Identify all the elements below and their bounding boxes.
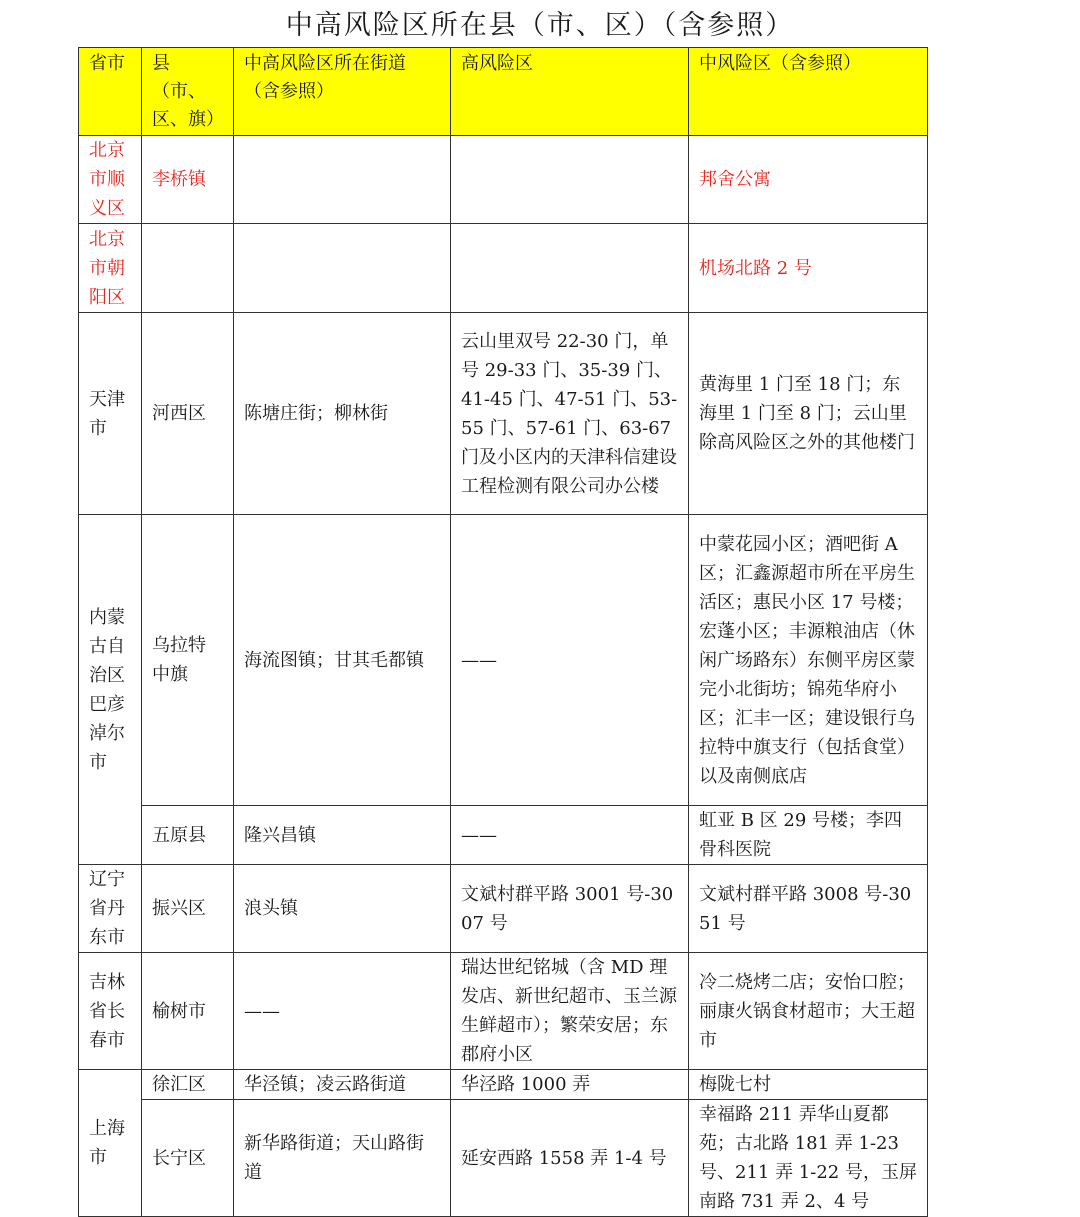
table-row [79,224,928,313]
medium-risk-cell: 中蒙花园小区；酒吧街 A 区；汇鑫源超市所在平房生活区；惠民小区 17 号楼；宏蓬小区；丰源粮油店（休闲广场路东）东侧平房区蒙完小北街坊；锦苑华府小区；汇丰一区；建设银行乌拉特中旗支行（包括食堂）以及南侧底店 [689,515,928,806]
table-row [79,806,928,865]
high-risk-cell: —— [451,806,689,865]
county-cell: 振兴区 [142,865,234,953]
county-cell: 李桥镇 [142,136,234,224]
header-high-risk: 高风险区 [451,48,689,136]
county-cell: 徐汇区 [142,1070,234,1100]
county-cell: 五原县 [142,806,234,865]
medium-risk-cell: 冷二烧烤二店；安怡口腔；丽康火锅食材超市；大王超市 [689,953,928,1070]
streets-cell: —— [234,953,451,1070]
table-row [79,515,928,806]
header-province: 省市 [79,48,142,136]
province-cell: 天津市 [79,313,142,515]
table-row [79,1100,928,1217]
header-county: 县（市、区、旗） [142,48,234,136]
table-row [79,313,928,515]
medium-risk-cell: 文斌村群平路 3008 号-3051 号 [689,865,928,953]
medium-risk-cell: 黄海里 1 门至 18 门；东海里 1 门至 8 门；云山里除高风险区之外的其他楼门 [689,313,928,515]
county-cell [142,224,234,313]
medium-risk-cell: 邦舍公寓 [689,136,928,224]
high-risk-cell: 华泾路 1000 弄 [451,1070,689,1100]
page-title: 中高风险区所在县（市、区）（含参照） [285,10,795,41]
province-cell: 吉林省长春市 [79,953,142,1070]
province-cell: 北京市朝阳区 [79,224,142,313]
county-cell: 乌拉特中旗 [142,515,234,806]
high-risk-cell: 云山里双号 22-30 门，单号 29-33 门、35-39 门、41-45 门、47-51 门、53-55 门、57-61 门、63-67 门及小区内的天津科信建设工程检测有限公司办公楼 [451,313,689,515]
medium-risk-cell: 幸福路 211 弄华山夏都苑；古北路 181 弄 1-23 号、211 弄 1-22 号，玉屏南路 731 弄 2、4 号 [689,1100,928,1217]
medium-risk-cell: 机场北路 2 号 [689,224,928,313]
header-streets: 中高风险区所在街道（含参照） [234,48,451,136]
medium-risk-cell: 梅陇七村 [689,1070,928,1100]
high-risk-cell: —— [451,515,689,806]
streets-cell: 海流图镇；甘其毛都镇 [234,515,451,806]
high-risk-cell: 延安西路 1558 弄 1-4 号 [451,1100,689,1217]
high-risk-cell [451,224,689,313]
province-cell: 北京市顺义区 [79,136,142,224]
streets-cell: 华泾镇；凌云路街道 [234,1070,451,1100]
table-row [79,136,928,224]
header-medium-risk: 中风险区（含参照） [689,48,928,136]
county-cell: 河西区 [142,313,234,515]
table-row [79,865,928,953]
province-cell: 辽宁省丹东市 [79,865,142,953]
streets-cell [234,136,451,224]
streets-cell [234,224,451,313]
high-risk-cell: 瑞达世纪铭城（含 MD 理发店、新世纪超市、玉兰源生鲜超市）；繁荣安居；东郡府小区 [451,953,689,1070]
province-cell: 内蒙古自治区巴彦淖尔市 [79,515,142,865]
table-row [79,1070,928,1100]
streets-cell: 新华路街道；天山路街道 [234,1100,451,1217]
county-cell: 榆树市 [142,953,234,1070]
medium-risk-cell: 虹亚 B 区 29 号楼；李四骨科医院 [689,806,928,865]
high-risk-cell [451,136,689,224]
table-row [79,953,928,1070]
high-risk-cell: 文斌村群平路 3001 号-3007 号 [451,865,689,953]
county-cell: 长宁区 [142,1100,234,1217]
risk-area-table [78,47,928,1217]
province-cell: 上海市 [79,1070,142,1217]
streets-cell: 浪头镇 [234,865,451,953]
streets-cell: 隆兴昌镇 [234,806,451,865]
table-header-row [79,48,928,136]
streets-cell: 陈塘庄街；柳林街 [234,313,451,515]
